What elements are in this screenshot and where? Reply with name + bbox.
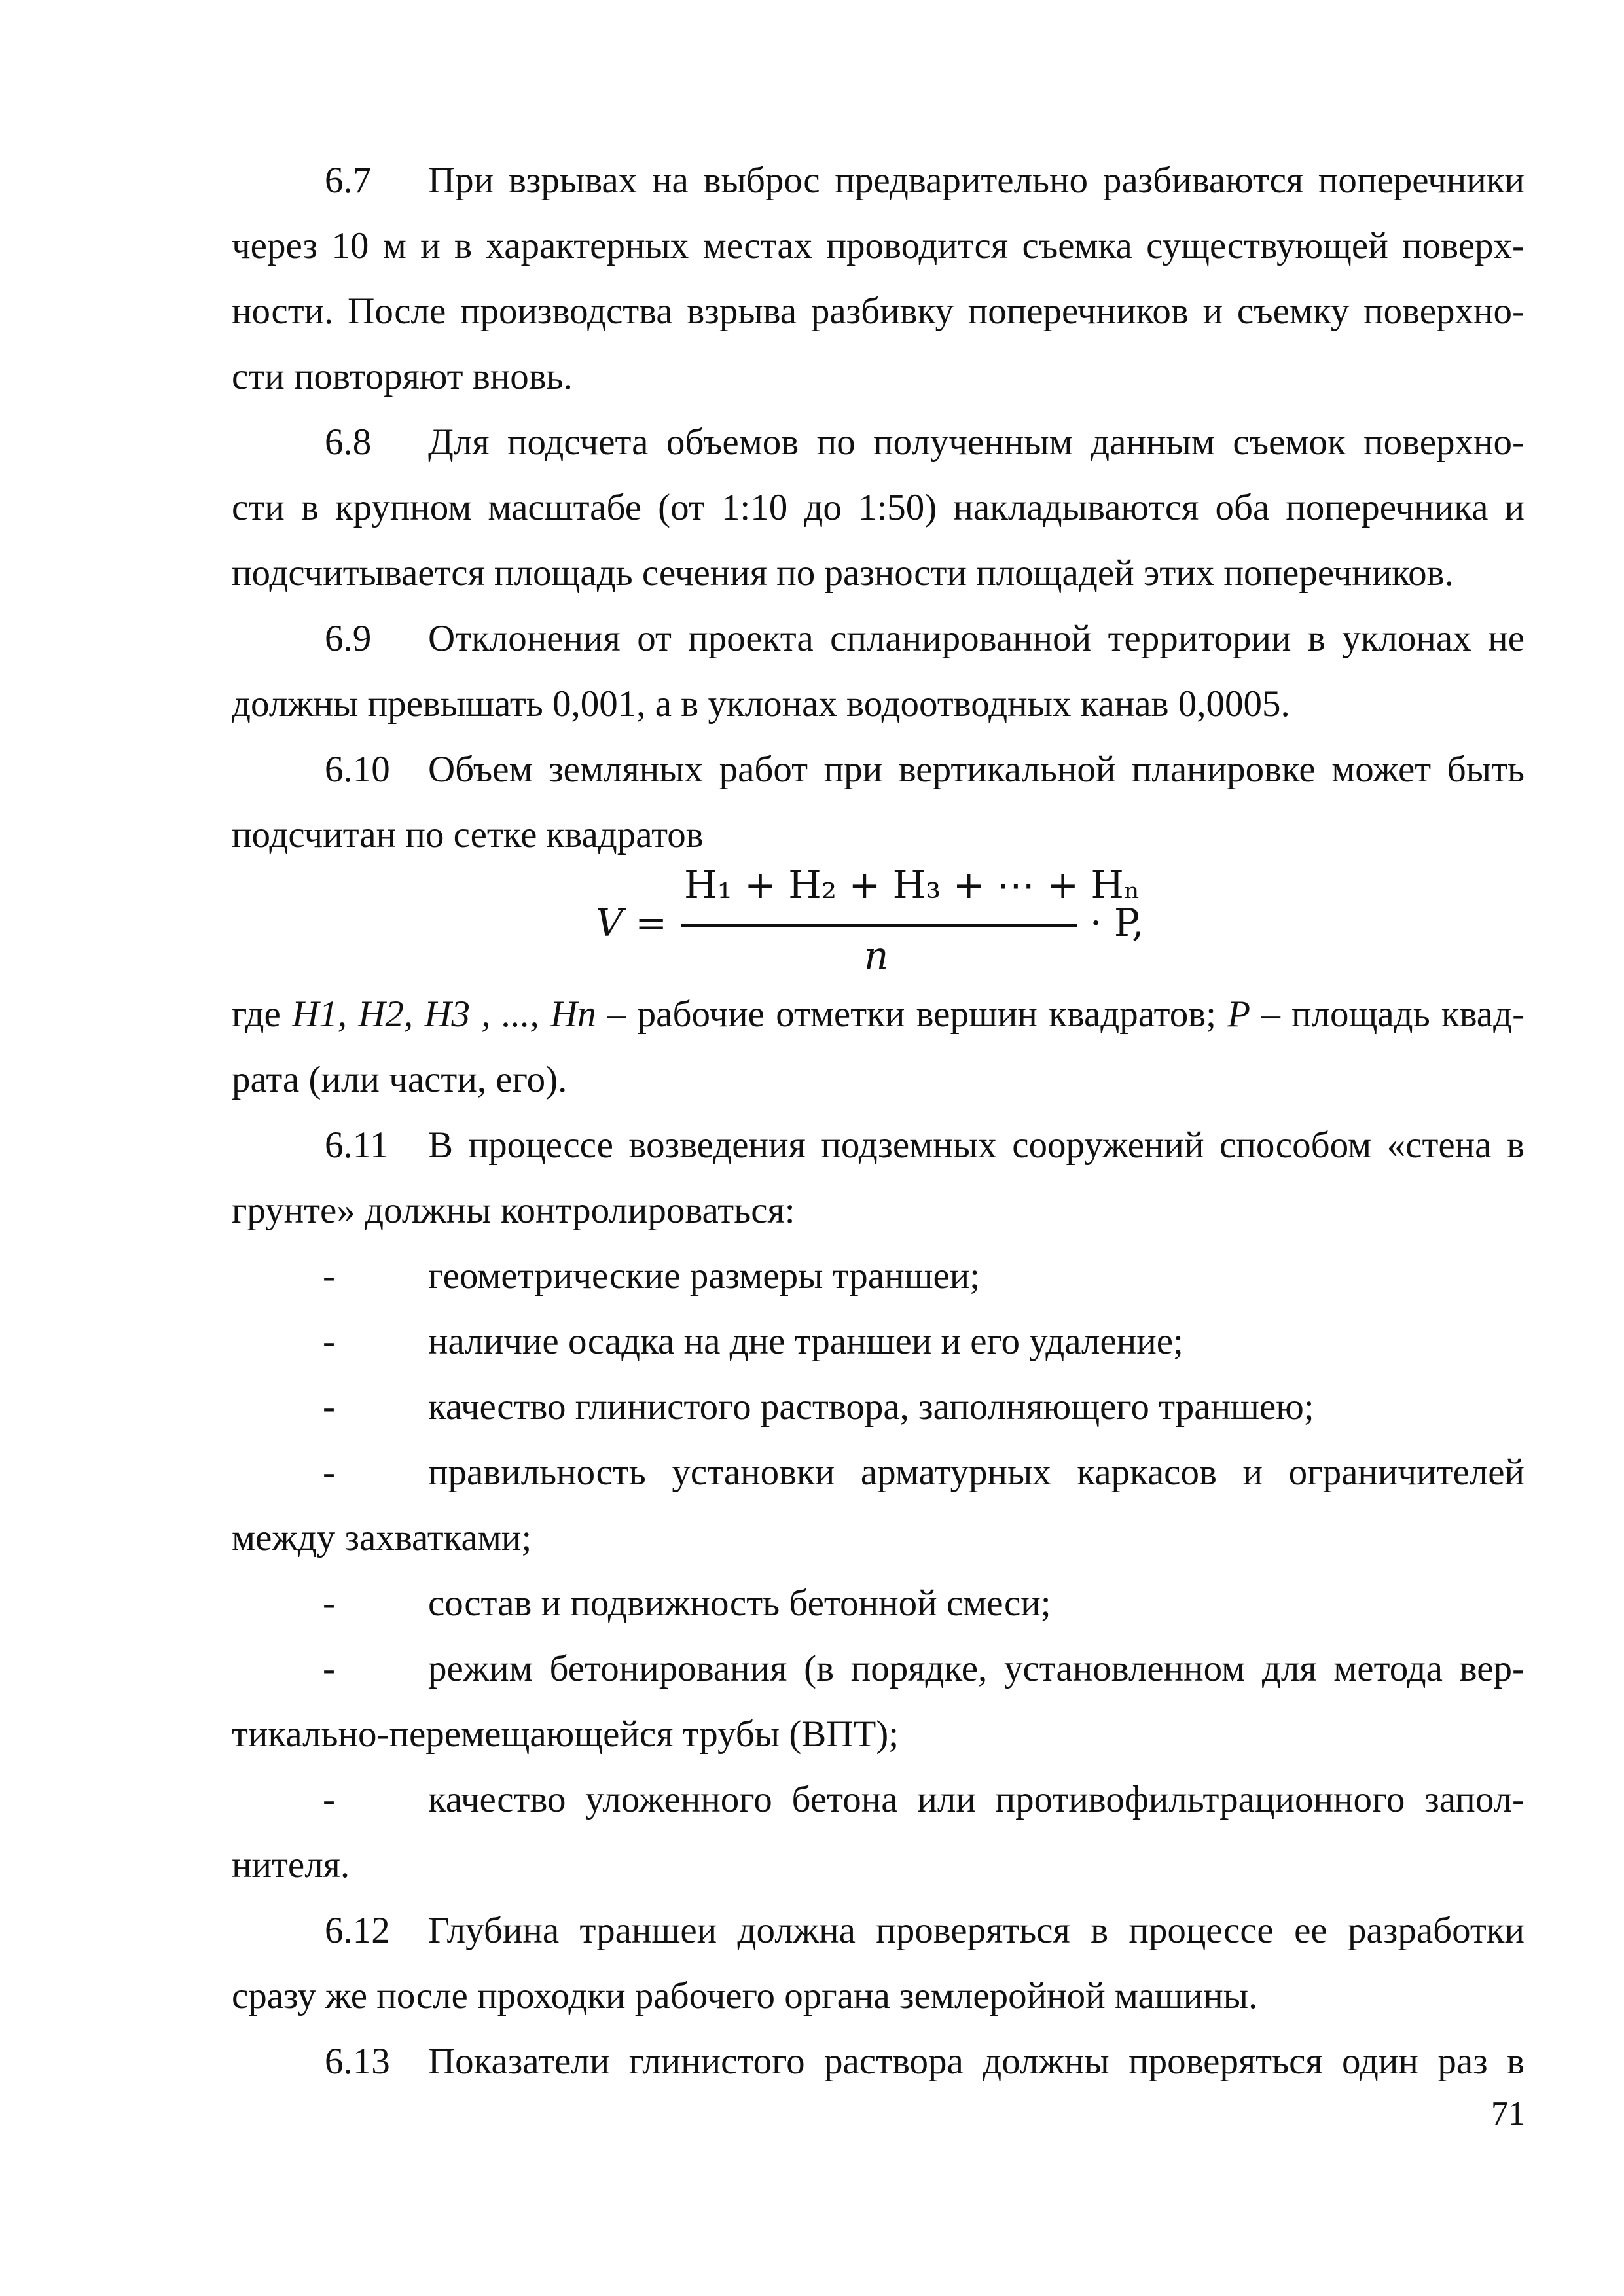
paragraph-text: Показатели глинистого раствора должны проверяться один раз в bbox=[428, 2041, 1525, 2082]
paragraph-6-8-line-2: сти в крупном масштабе (от 1:10 до 1:50) накладываются оба поперечника и bbox=[232, 487, 1525, 528]
list-item bbox=[232, 1440, 1525, 1505]
list-item-text: качество глинистого раствора, заполняющего траншею; bbox=[428, 1386, 1314, 1427]
dash-bullet: - bbox=[323, 1452, 335, 1493]
paragraph-6-12-line-2: сразу же после проходки рабочего органа землеройной машины. bbox=[232, 1975, 1258, 2017]
formula-lhs: V = bbox=[596, 901, 667, 945]
list-item-continuation: нителя. bbox=[232, 1844, 350, 1886]
paragraph-text: Отклонения от проекта спланированной территории в уклонах не bbox=[428, 618, 1525, 659]
paragraph-6-9-line-2: должны превышать 0,001, а в уклонах водоотводных канав 0,0005. bbox=[232, 683, 1290, 725]
paragraph-6-7-line-4: сти повторяют вновь. bbox=[232, 356, 573, 397]
paragraph-6-7-line-2: через 10 м и в характерных местах проводится съемка существующей поверх- bbox=[232, 225, 1525, 266]
paragraph-6-10-line-1 bbox=[232, 737, 1525, 802]
dash-bullet: - bbox=[323, 1779, 335, 1820]
paragraph-6-7-line-1 bbox=[232, 148, 1525, 213]
list-item-continuation: между захватками; bbox=[232, 1517, 532, 1558]
page-number: 71 bbox=[1491, 2095, 1525, 2132]
dash-bullet: - bbox=[323, 1386, 335, 1427]
section-number: 6.11 bbox=[325, 1124, 389, 1166]
dash-bullet: - bbox=[323, 1648, 335, 1689]
list-item-text: геометрические размеры траншеи; bbox=[428, 1255, 981, 1297]
legend-text: – рабочие отметки вершин квадратов; bbox=[607, 994, 1216, 1035]
paragraph-6-8-line-1 bbox=[232, 410, 1525, 475]
legend-prefix: где bbox=[232, 994, 281, 1035]
section-number: 6.9 bbox=[325, 618, 372, 659]
list-item bbox=[232, 1309, 1525, 1374]
paragraph-6-11-line-2: грунте» должны контролироваться: bbox=[232, 1190, 795, 1231]
list-item bbox=[232, 1767, 1525, 1833]
list-item-text: режим бетонирования (в порядке, установленном для метода вер- bbox=[428, 1648, 1525, 1689]
list-item bbox=[232, 1374, 1525, 1440]
fraction-bar bbox=[681, 924, 1077, 927]
paragraph-6-9-line-1 bbox=[232, 606, 1525, 672]
section-number: 6.8 bbox=[325, 422, 372, 463]
section-number: 6.12 bbox=[325, 1910, 390, 1951]
volume-formula bbox=[589, 863, 1178, 994]
paragraph-6-12-line-1 bbox=[232, 1898, 1525, 1964]
list-item bbox=[232, 1636, 1525, 1702]
list-item-text: состав и подвижность бетонной смеси; bbox=[428, 1583, 1051, 1624]
dash-bullet: - bbox=[323, 1583, 335, 1624]
list-item-continuation: тикально-перемещающейся трубы (ВПТ); bbox=[232, 1713, 899, 1755]
paragraph-6-13-line-1 bbox=[232, 2029, 1525, 2094]
list-item-text: наличие осадка на дне траншеи и его удаление; bbox=[428, 1321, 1183, 1362]
formula-numerator: H₁ + H₂ + H₃ + ⋯ + Hₙ bbox=[684, 863, 1141, 907]
formula-rhs: · P, bbox=[1090, 901, 1144, 945]
paragraph-text: Глубина траншеи должна проверяться в процессе ее разработки bbox=[428, 1910, 1525, 1951]
dash-bullet: - bbox=[323, 1321, 335, 1362]
legend-text-2: – площадь квад- bbox=[1261, 994, 1525, 1035]
paragraph-text: Для подсчета объемов по полученным данным съемок поверхно- bbox=[428, 422, 1525, 463]
list-item-text: качество уложенного бетона или противофильтрационного запол- bbox=[428, 1779, 1525, 1820]
paragraph-6-7-line-3: ности. После производства взрыва разбивку поперечников и съемку поверхно- bbox=[232, 291, 1525, 332]
legend-variables: H1, H2, H3 , ..., Hn bbox=[292, 994, 596, 1035]
paragraph-6-10-line-2: подсчитан по сетке квадратов bbox=[232, 814, 704, 855]
list-item bbox=[232, 1571, 1525, 1636]
list-item bbox=[232, 1244, 1525, 1309]
paragraph-text: В процессе возведения подземных сооружений способом «стена в bbox=[428, 1124, 1525, 1166]
paragraph-6-8-line-3: подсчитывается площадь сечения по разности площадей этих поперечников. bbox=[232, 552, 1454, 594]
formula-denominator: n bbox=[864, 933, 889, 978]
paragraph-text: При взрывах на выброс предварительно разбиваются поперечники bbox=[428, 160, 1525, 201]
paragraph-6-11-line-1 bbox=[232, 1113, 1525, 1178]
formula-legend-line-1 bbox=[232, 982, 1525, 1047]
section-number: 6.10 bbox=[325, 749, 390, 790]
list-item-text: правильность установки арматурных каркасов и ограничителей bbox=[428, 1452, 1525, 1493]
section-number: 6.7 bbox=[325, 160, 372, 201]
dash-bullet: - bbox=[323, 1255, 335, 1297]
formula-legend-line-2: рата (или части, его). bbox=[232, 1059, 568, 1100]
paragraph-text: Объем земляных работ при вертикальной планировке может быть bbox=[428, 749, 1525, 790]
legend-area-symbol: P bbox=[1227, 994, 1251, 1035]
section-number: 6.13 bbox=[325, 2041, 390, 2082]
